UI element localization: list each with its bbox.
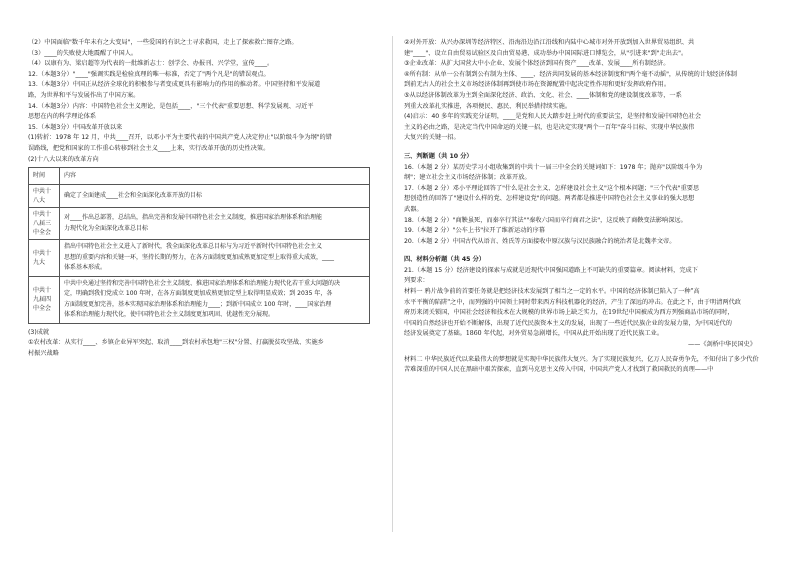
table-header-time: 时间 (29, 168, 60, 185)
left-top-lines (28, 38, 378, 165)
text-line: 建"____"、设立自由贸易试验区及自由贸易港、成功举办中国国际进口博览会，从"引进来"到"走出去"。 (404, 49, 688, 57)
text-line: 12.（本题3分）"____"强调实践是检验真理的唯一标准，否定了"两个凡是"的错误观点。 (28, 70, 270, 78)
text-line: ③企业改革：从扩大国营大中小企业、发展个体经济到国有资产____改革、发展____所有制经济。 (404, 60, 670, 68)
table-row (29, 185, 370, 208)
text-line: 13.（本题3分）中国正从经济全球化的积极参与者变成更具有影响力的作用的推动者。中国坚持和平发展道 (28, 81, 321, 89)
material-line: 材料一 鸦片战争前的首要任务就是把经济技术发展到了相当之一定的水平。中国的经济体制已陷入了一种"高 (404, 288, 700, 296)
table-content-line: 体系基本形成。 (64, 264, 107, 272)
section4-lines (404, 266, 768, 287)
text-line: （2）中国面临"数千年未有之大变局"，一些爱国的有识之士寻求救国，走上了探索救亡图存之路。 (28, 39, 298, 46)
table-content-line: 确定了全面建成____社会和全面深化改革开放的目标 (64, 191, 203, 199)
text-line: 大复兴的关键一招。 (404, 134, 460, 142)
material-line: 水平平衡的陷阱"之中，而列强的中国领土同时带来西方科技机器化的经济，产生了深远的冲击。在此之下，由于明清两代政 (404, 298, 741, 306)
text-line: ①农村改革：从实行____、乡镇企业异军突起、取消____到农村承包地"三权"分置、打赢脱贫攻坚战、实施乡 (28, 339, 324, 347)
section3-lines (404, 163, 768, 248)
table-cell-content (60, 185, 370, 208)
table-header-content: 内容 (60, 168, 370, 185)
text-line: 14.（本题3分）内容：中国特色社会主义理论，是包括____、"三个代表"重要思想、科学发展观、习近平 (28, 102, 314, 110)
table-header-row (29, 168, 370, 185)
table-cell-content (60, 276, 370, 323)
section4-title: 四、材料分析题（共 45 分） (404, 256, 485, 264)
question-line: 想创造性的回答了"建设什么样的党、怎样建设党"的问题。两者都是推进中国特色社会主义事业的强大思想 (404, 195, 695, 203)
text-line: 主义的必由之路，是决定当代中国命运的关键一招，也是决定实现"两个一百年"奋斗目标、实现中华民族伟 (404, 123, 695, 131)
material-line: 中国的自然经济也开始不断解体，出现了近代民族资本主义的发展，出现了一些近代民族企业的发展力量，为中国近代的 (404, 319, 732, 327)
text-line: 到前无古人的社会主义市场经济体制再到使市场在资源配置中起决定性作用和更好发挥政府作用。 (404, 81, 671, 89)
material-two (404, 355, 768, 376)
material-one (404, 287, 768, 340)
right-column (404, 38, 768, 376)
question-line: 21.（本题 15 分）经济建设的探索与成就是近现代中国强国道路上不可缺失的重要篇章。阅读材料，完成下 (404, 266, 698, 274)
text-line: 村振兴战略 (28, 349, 59, 357)
text-line: ④所有制：从单一公有制到公有制为主体、____、经济共同发展的基本经济制度和"两个毫不动摇"，从传统的计划经济体制 (404, 70, 737, 78)
reform-table-body (29, 185, 370, 324)
question-line: 列要求： (404, 277, 429, 285)
table-content-line: 力现代化为全面深化改革总目标 (64, 224, 149, 232)
table-content-line: 思想的重要内容和关键一环，坚持长期的努力，在各方面制度更加成熟更加定型上取得重大成效，____ (64, 253, 335, 261)
material-line: 材料二 中华民族近代以来最伟大的梦想就是实现中华民族伟大复兴。为了实现民族复兴，亿万人民奋勇争先，不知付出了多少代价 (404, 355, 759, 363)
text-line: （4）以康有为、梁启超等为代表的一批维新志士：创学会、办报刊、兴学堂，宣传____。 (28, 60, 274, 68)
text-line: ⑤从以经济体制改革为主到全面深化经济、政治、文化、社会、____体制和党的建设制度改革等，一系 (404, 91, 682, 99)
right-top-lines (404, 38, 768, 144)
text-line: (3)成就 (28, 328, 50, 336)
material-line: 经济发展奠定了基础。1860 年代起，对外贸易急剧增长，中国从此开始出现了近代民族工业。 (404, 330, 664, 338)
table-row (29, 276, 370, 323)
text-line: 路，为世界和平与发展作出了中国方案。 (28, 91, 140, 99)
table-row (29, 240, 370, 277)
material-one-source: ——《剑桥中华民国史》 (687, 341, 756, 349)
table-cell-session: 中共十九大 (29, 240, 60, 277)
question-line: 纲"；建立社会主义市场经济体制；改革开放。 (404, 174, 531, 182)
table-content-line: 对____作出总部署，总结出，指出完善和发展中国特色社会主义制度，推进国家治理体系和治理能 (64, 214, 323, 222)
question-line: 18.（本题 2 分）"商鞅虽死，而秦卒行其法""秦收六国而卒行商君之法"，这反映了商鞅变法影响深远。 (404, 216, 687, 224)
text-line: （3）____的失败使大地震醒了中国人。 (28, 49, 138, 57)
material-line: 府历来闭关锁国，中国社会经济和技术在大规模的世界市场上缺乏实力，在19世纪中国被成为西方列强商品市场的同时， (404, 309, 734, 317)
reform-table (28, 167, 370, 324)
table-content-line: 中共中央通过坚持和完善中国特色社会主义制度、推进国家治理体系和治理能力现代化若干重大问题的决 (64, 279, 341, 287)
question-line: 19.（本题 2 分）"公车上书"拉开了维新运动的序幕 (404, 227, 545, 235)
text-line: (1)转折：1978 年 12 月，中共____召开，以邓小平为主要代表的中国共产党人决定停止"以阶级斗争为纲"的错 (28, 134, 332, 142)
text-line: 15.（本题3分）中国改革开放以来 (28, 123, 123, 131)
question-line: 17.（本题 2 分）邓小平理论回答了"什么是社会主义、怎样建设社会主义"这个根本问题；"三个代表"重要思 (404, 184, 700, 192)
text-line: 思想在内的科学理论体系 (28, 113, 97, 121)
table-row (29, 208, 370, 240)
table-cell-session: 中共十九届四中全会 (29, 276, 60, 323)
question-line: 20.（本题 2 分）中国古代从语言、姓氏等方面接收中原汉族与汉民族融合的统治者是北魏孝文帝。 (404, 237, 676, 245)
table-cell-content (60, 240, 370, 277)
table-content-line: 方面制度更加完善，基本实现国家治理体系和治理能力____；到新中国成立 100 年时，____国家治理 (64, 300, 332, 308)
text-line: 列重大改革扎实推进，各项便民、惠民、利民举措持续实施。 (404, 102, 572, 110)
material-line: 苦难深重的中国人民在黑暗中艰苦探索，直到马克思主义传入中国，中国共产党人才找到了救国救民的真理——中 (404, 366, 714, 374)
section3-title: 三、判断题（共 10 分） (404, 152, 473, 160)
left-column (28, 38, 378, 359)
left-bottom-lines (28, 328, 378, 360)
text-line: 误路线，把党和国家的工作重心转移到社会主义____上来，实行改革开放的历史性决策。 (28, 144, 270, 152)
column-divider (392, 36, 393, 532)
table-cell-session: 中共十八届三中全会 (29, 208, 60, 240)
table-cell-session: 中共十八大 (29, 185, 60, 208)
question-line: 武器。 (404, 205, 423, 213)
question-line: 16.（本题 2 分）某历史学习小组收集到的中共十一届三中全会的关键词如下：1978 年；抛弃"以阶级斗争为 (404, 163, 703, 171)
table-content-line: 定，明确到我们党成立 100 年时，在各方面制度更加成熟更加定型上取得明显成效；到 2035 年，各 (64, 290, 333, 298)
text-line: (4)启示：40 多年的实践充分证明，____是党和人民大踏步赶上时代的重要法宝，是坚持和发展中国特色社会 (404, 113, 702, 121)
table-content-line: 体系和治理能力现代化，使中国特色社会主义制度更加巩固、优越性充分展现。 (64, 311, 275, 319)
table-cell-content (60, 208, 370, 240)
text-line: (2)十八大以来的改革方向 (28, 155, 99, 163)
table-content-line: 指出中国特色社会主义进入了新时代，我全面深化改革总目标与为习近平新时代中国特色社会主义 (64, 243, 323, 251)
text-line: ②对外开放：从兴办深圳等经济特区、沿海沿边沿江沿线和内陆中心城市对外开放到加入世界贸易组织、共 (404, 39, 695, 46)
